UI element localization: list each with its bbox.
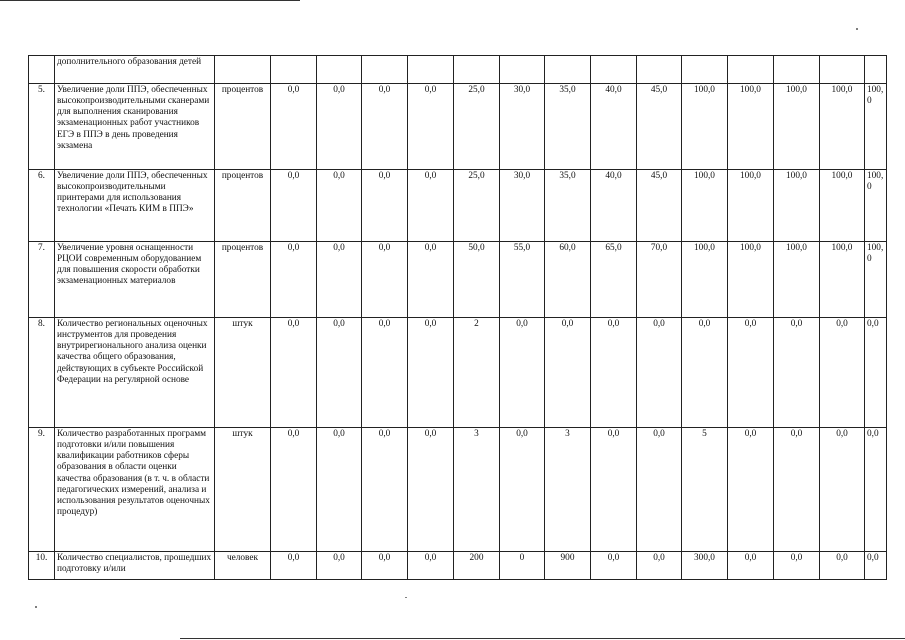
indicator-name-cell: Количество региональных оценочных инструментов для проведения внутрирегионального анализа оценки качества общего образования, действующих в субъекте Российской Федерации на регулярной основе bbox=[55, 318, 215, 428]
value-cell: 3 bbox=[454, 428, 500, 552]
indicator-name-cell: дополнительного образования детей bbox=[55, 56, 215, 84]
table-row bbox=[29, 170, 887, 242]
value-cell: 45,0 bbox=[637, 170, 682, 242]
indicator-name-cell: Количество специалистов, прошедших подготовку и/или bbox=[55, 552, 215, 580]
value-cell: 0,0 bbox=[362, 242, 408, 318]
value-cell: 0,0 bbox=[728, 552, 774, 580]
value-cell bbox=[408, 56, 454, 84]
value-cell bbox=[682, 56, 728, 84]
value-cell: 0,0 bbox=[637, 318, 682, 428]
unit-cell: штук bbox=[215, 318, 271, 428]
value-cell: 0,0 bbox=[408, 428, 454, 552]
value-cell: 0,0 bbox=[317, 428, 362, 552]
value-cell: 65,0 bbox=[591, 242, 637, 318]
value-cell bbox=[317, 56, 362, 84]
value-cell: 0,0 bbox=[774, 318, 820, 428]
value-cell: 25,0 bbox=[454, 170, 500, 242]
value-cell: 0,0 bbox=[820, 428, 865, 552]
scan-edge-top bbox=[0, 0, 300, 1]
unit-cell bbox=[215, 56, 271, 84]
value-cell: 0,0 bbox=[591, 428, 637, 552]
value-cell: 0,0 bbox=[408, 242, 454, 318]
value-cell: 0,0 bbox=[317, 84, 362, 170]
value-cell: 35,0 bbox=[545, 84, 591, 170]
value-cell bbox=[362, 56, 408, 84]
value-cell: 100,0 bbox=[774, 242, 820, 318]
value-cell: 70,0 bbox=[637, 242, 682, 318]
table-row bbox=[29, 242, 887, 318]
value-cell: 0,0 bbox=[591, 318, 637, 428]
value-cell: 0,0 bbox=[271, 170, 317, 242]
value-cell: 40,0 bbox=[591, 84, 637, 170]
unit-cell: процентов bbox=[215, 84, 271, 170]
value-cell: 50,0 bbox=[454, 242, 500, 318]
value-cell: 45,0 bbox=[637, 84, 682, 170]
row-number-cell: 6. bbox=[29, 170, 55, 242]
value-cell: 100, 0 bbox=[865, 84, 887, 170]
value-cell bbox=[774, 56, 820, 84]
value-cell: 100,0 bbox=[774, 84, 820, 170]
indicators-table bbox=[28, 55, 887, 580]
value-cell: 0,0 bbox=[728, 428, 774, 552]
value-cell: 0,0 bbox=[271, 318, 317, 428]
value-cell bbox=[500, 56, 545, 84]
value-cell: 0,0 bbox=[500, 428, 545, 552]
unit-cell: процентов bbox=[215, 242, 271, 318]
value-cell: 0,0 bbox=[408, 84, 454, 170]
value-cell: 0,0 bbox=[774, 428, 820, 552]
value-cell: 3 bbox=[545, 428, 591, 552]
value-cell: 0 bbox=[500, 552, 545, 580]
value-cell: 30,0 bbox=[500, 84, 545, 170]
table-row bbox=[29, 552, 887, 580]
value-cell: 0,0 bbox=[682, 318, 728, 428]
value-cell: 0,0 bbox=[865, 552, 887, 580]
scan-speck bbox=[856, 28, 858, 30]
value-cell: 100,0 bbox=[820, 170, 865, 242]
table-row bbox=[29, 318, 887, 428]
value-cell: 0,0 bbox=[500, 318, 545, 428]
value-cell: 0,0 bbox=[362, 84, 408, 170]
value-cell: 100,0 bbox=[682, 84, 728, 170]
value-cell: 0,0 bbox=[317, 242, 362, 318]
table-row bbox=[29, 428, 887, 552]
value-cell: 30,0 bbox=[500, 170, 545, 242]
value-cell: 5 bbox=[682, 428, 728, 552]
value-cell: 0,0 bbox=[362, 318, 408, 428]
value-cell: 40,0 bbox=[591, 170, 637, 242]
value-cell: 35,0 bbox=[545, 170, 591, 242]
indicator-name-cell: Увеличение уровня оснащенности РЦОИ современным оборудованием для повышения скорости обработки экзаменационных материалов bbox=[55, 242, 215, 318]
value-cell: 100,0 bbox=[682, 170, 728, 242]
row-number-cell: 7. bbox=[29, 242, 55, 318]
value-cell: 0,0 bbox=[545, 318, 591, 428]
row-number-cell: 9. bbox=[29, 428, 55, 552]
value-cell: 900 bbox=[545, 552, 591, 580]
value-cell bbox=[820, 56, 865, 84]
value-cell: 0,0 bbox=[362, 428, 408, 552]
value-cell: 100,0 bbox=[820, 242, 865, 318]
value-cell: 0,0 bbox=[865, 318, 887, 428]
value-cell: 0,0 bbox=[317, 552, 362, 580]
value-cell: 0,0 bbox=[820, 552, 865, 580]
value-cell bbox=[865, 56, 887, 84]
value-cell bbox=[591, 56, 637, 84]
value-cell: 0,0 bbox=[774, 552, 820, 580]
value-cell: 100,0 bbox=[728, 84, 774, 170]
value-cell: 0,0 bbox=[728, 318, 774, 428]
row-number-cell: 5. bbox=[29, 84, 55, 170]
value-cell: 100, 0 bbox=[865, 242, 887, 318]
indicator-name-cell: Увеличение доли ППЭ, обеспеченных высокопроизводительными принтерами для использования технологии «Печать КИМ в ППЭ» bbox=[55, 170, 215, 242]
table-row bbox=[29, 84, 887, 170]
value-cell: 60,0 bbox=[545, 242, 591, 318]
value-cell: 100,0 bbox=[682, 242, 728, 318]
value-cell bbox=[454, 56, 500, 84]
value-cell bbox=[637, 56, 682, 84]
value-cell: 25,0 bbox=[454, 84, 500, 170]
value-cell: 100,0 bbox=[728, 170, 774, 242]
value-cell: 100,0 bbox=[820, 84, 865, 170]
value-cell: 0,0 bbox=[408, 170, 454, 242]
unit-cell: штук bbox=[215, 428, 271, 552]
value-cell: 300,0 bbox=[682, 552, 728, 580]
value-cell bbox=[545, 56, 591, 84]
value-cell: 100,0 bbox=[728, 242, 774, 318]
value-cell: 100,0 bbox=[774, 170, 820, 242]
value-cell: 0,0 bbox=[362, 552, 408, 580]
row-number-cell: 8. bbox=[29, 318, 55, 428]
table-row bbox=[29, 56, 887, 84]
value-cell: 0,0 bbox=[271, 242, 317, 318]
value-cell: 100, 0 bbox=[865, 170, 887, 242]
value-cell: 2 bbox=[454, 318, 500, 428]
value-cell: 0,0 bbox=[591, 552, 637, 580]
value-cell bbox=[728, 56, 774, 84]
scan-speck bbox=[405, 597, 407, 598]
value-cell: 0,0 bbox=[865, 428, 887, 552]
value-cell: 0,0 bbox=[271, 84, 317, 170]
value-cell: 55,0 bbox=[500, 242, 545, 318]
value-cell: 0,0 bbox=[271, 552, 317, 580]
table-body bbox=[29, 56, 887, 580]
value-cell: 0,0 bbox=[317, 318, 362, 428]
value-cell bbox=[271, 56, 317, 84]
value-cell: 0,0 bbox=[408, 552, 454, 580]
unit-cell: процентов bbox=[215, 170, 271, 242]
value-cell: 200 bbox=[454, 552, 500, 580]
value-cell: 0,0 bbox=[637, 428, 682, 552]
unit-cell: человек bbox=[215, 552, 271, 580]
value-cell: 0,0 bbox=[271, 428, 317, 552]
value-cell: 0,0 bbox=[637, 552, 682, 580]
row-number-cell bbox=[29, 56, 55, 84]
value-cell: 0,0 bbox=[362, 170, 408, 242]
value-cell: 0,0 bbox=[820, 318, 865, 428]
value-cell: 0,0 bbox=[408, 318, 454, 428]
indicator-name-cell: Увеличение доли ППЭ, обеспеченных высокопроизводительными сканерами для выполнения сканирования экзаменационных работ участников ЕГЭ в ППЭ в день проведения экзамена bbox=[55, 84, 215, 170]
value-cell: 0,0 bbox=[317, 170, 362, 242]
scan-speck bbox=[35, 606, 37, 608]
scan-edge-bottom bbox=[180, 638, 905, 639]
row-number-cell: 10. bbox=[29, 552, 55, 580]
indicator-name-cell: Количество разработанных программ подготовки и/или повышения квалификации работников сферы образования в области оценки качества образования (в т. ч. в области педагогических измерений, анализа и использования результатов оценочных процедур) bbox=[55, 428, 215, 552]
